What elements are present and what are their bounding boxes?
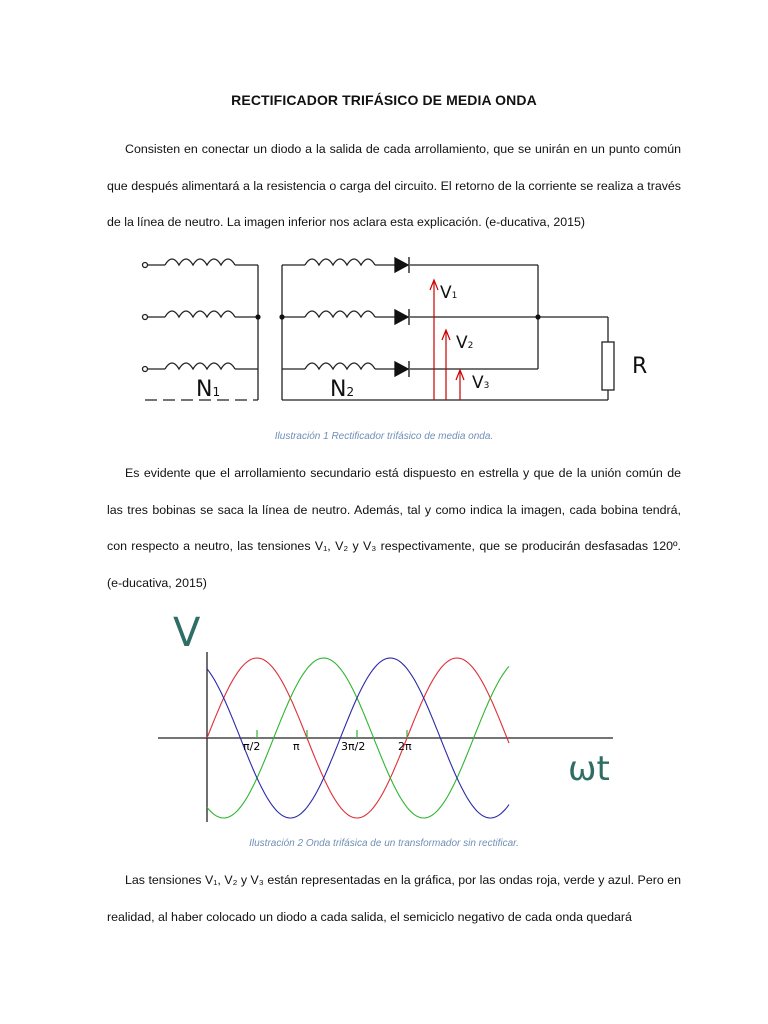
tick-label-pi: π <box>293 740 300 753</box>
v3-label: V3 <box>472 373 490 393</box>
paragraph-2 <box>107 455 681 601</box>
diode-3 <box>395 362 408 376</box>
v1-label: V1 <box>440 283 458 303</box>
caption-1: Ilustración 1 Rectificador trifásico de media onda. <box>274 431 494 442</box>
resistor <box>602 342 614 390</box>
x-axis-label: ωt <box>568 749 610 789</box>
terminal-2 <box>143 315 148 320</box>
tick-label-3pi-half: 3π/2 <box>341 740 366 753</box>
primary-coil-1 <box>165 259 235 265</box>
primary-coil-3 <box>165 363 235 369</box>
caption-2: Ilustración 2 Onda trifásica de un transformador sin rectificar. <box>249 838 519 849</box>
diode-2 <box>395 310 408 324</box>
v2-label: V2 <box>456 333 474 353</box>
tick-label-2pi: 2π <box>398 740 412 753</box>
paragraph-3-text: Las tensiones V₁, V₂ y V₃ están representadas en la gráfica, por las ondas roja, verde y azul. Pero en realidad, al haber colocado un diodo a cada salida, el semiciclo negativo de cada onda quedará <box>107 873 681 924</box>
diode-1 <box>395 258 408 272</box>
paragraph-1-text: Consisten en conectar un diodo a la salida de cada arrollamiento, que se unirán en un punto común que después alimentará a la resistencia o carga del circuito. El retorno de la corriente se realiza a través de la línea de neutro. La imagen inferior nos aclara esta explicación. (e-ducativa, 2015) <box>107 142 681 229</box>
paragraph-1 <box>107 131 681 241</box>
paragraph-3 <box>107 862 681 935</box>
primary-coil-2 <box>165 311 235 317</box>
n1-label: N1 <box>196 377 221 402</box>
y-axis-label: V <box>173 610 201 656</box>
secondary-coil-1 <box>305 259 375 265</box>
terminal-1 <box>143 263 148 268</box>
terminal-3 <box>143 367 148 372</box>
paragraph-2-text: Es evidente que el arrollamiento secundario está dispuesto en estrella y que de la unión común de las tres bobinas se saca la línea de neutro. Además, tal y como indica la imagen, cada bobina tendrá, con respecto a neutro, las tensiones V₁, V₂ y V₃ respectivamente, que se producirán desfasadas 120º. (e-ducativa, 2015) <box>107 466 681 590</box>
tick-label-pi-half: π/2 <box>243 740 261 753</box>
r-label: R <box>632 354 648 379</box>
rectifier-circuit-diagram <box>140 250 660 410</box>
secondary-coil-3 <box>305 363 375 369</box>
three-phase-wave-figure <box>155 602 625 832</box>
secondary-coil-2 <box>305 311 375 317</box>
n2-label: N2 <box>330 377 355 402</box>
page-title: RECTIFICADOR TRIFÁSICO DE MEDIA ONDA <box>231 92 537 108</box>
